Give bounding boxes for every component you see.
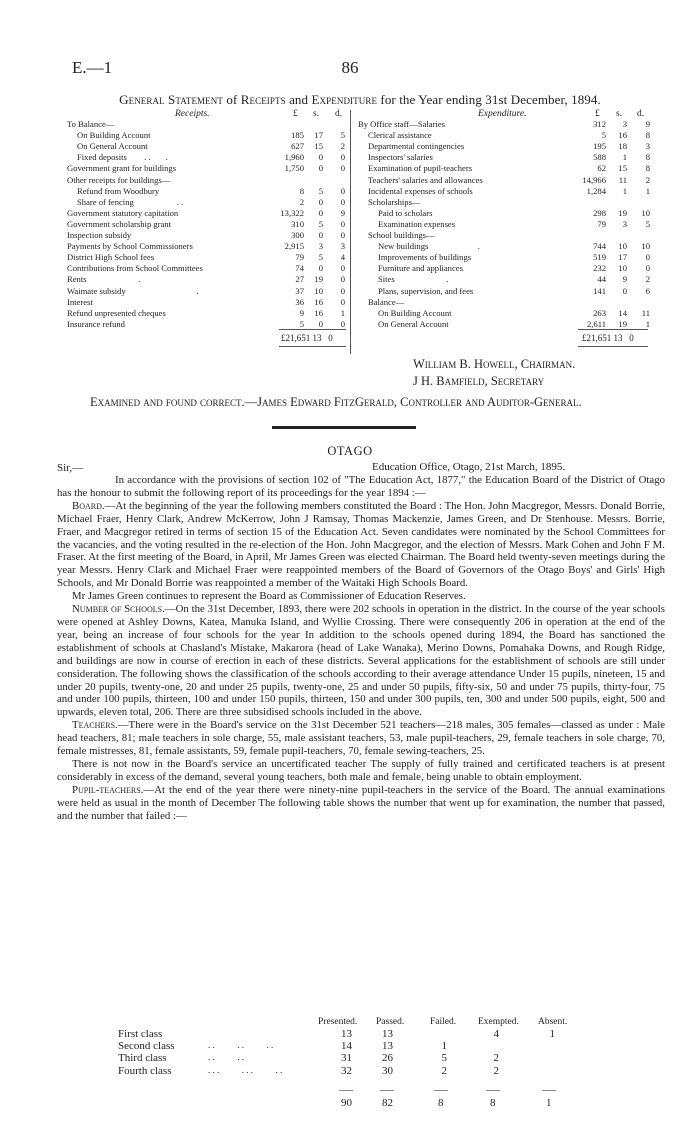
receipt-row-amount-s: 16 — [314, 307, 323, 318]
exam-row-label: Fourth class — [118, 1064, 172, 1077]
expenditure-row-amount-d: 9 — [645, 119, 650, 129]
expenditure-row-amount-l: 62 — [597, 163, 606, 174]
receipt-row-label: On General Account — [77, 141, 148, 152]
receipt-row-amount-s: 0 — [318, 263, 323, 274]
receipt-row-label: Government grant for buildings — [67, 163, 177, 174]
expenditure-row-amount-l: 519 — [593, 252, 606, 263]
receipt-row-amount-d: 0 — [340, 196, 345, 207]
pupil-teachers-heading: Pupil-teachers. — [72, 783, 144, 796]
teachers-paragraph: Teachers.—There were in the Board's service on the 31st December 521 teachers—218 males, 305 females—classed as under : Male head teachers, 81; male teachers in sole charge, 55, male assistant teachers, 53, male pupil-teachers, 29, female teachers in sole charge, 70, female mistresses, 81, female assistants, 59, female pupil-teachers, 70, female sewing-teachers, 25. — [57, 719, 665, 758]
receipt-row-label: Interest — [67, 296, 93, 307]
expenditure-row-amount-d: 0 — [645, 252, 650, 263]
expenditure-row-amount-d: 8 — [645, 152, 650, 163]
chairman-signature: William B. Howell, Chairman. — [413, 357, 576, 371]
receipt-row-label: Refund unpresented cheques — [67, 307, 166, 318]
page-number: 86 — [341, 58, 359, 77]
receipt-row-amount-s: 10 — [314, 285, 323, 296]
receipt-row-label: Government scholarship grant — [67, 218, 172, 229]
expenditure-row-amount-s: 1 — [622, 185, 627, 196]
receipt-row-amount-d: 5 — [340, 130, 345, 141]
total-absent: 1 — [546, 1097, 552, 1109]
expenditure-row-amount-d: 0 — [645, 263, 650, 274]
receipts-total-rule — [279, 329, 346, 330]
exam-cell-e: 2 — [493, 1052, 499, 1065]
receipt-row-amount-l: 2,915 — [284, 241, 304, 252]
expenditure-row-amount-s: 3 — [622, 218, 627, 229]
exam-row-label: Third class — [118, 1052, 167, 1065]
expenditure-double-rule — [578, 346, 648, 347]
expenditure-row-label: Examination expenses — [378, 218, 456, 229]
expenditure-row-label: Clerical assistance — [368, 130, 432, 141]
exam-cell-ps: 13 — [382, 1028, 393, 1040]
expenditure-row-amount-l: 1,284 — [586, 185, 606, 196]
receipt-row-label: Payments by School Commissioners — [67, 241, 193, 252]
receipt-row-amount-d: 0 — [340, 218, 345, 229]
receipt-row-amount-d: 0 — [340, 230, 345, 240]
expenditure-row-amount-s: 10 — [618, 241, 627, 252]
expenditure-row-amount-s: 3 — [622, 119, 627, 129]
total-presented: 90 — [341, 1097, 352, 1109]
receipts-col-pence: d. — [335, 109, 343, 119]
expenditure-row-amount-d: 8 — [645, 130, 650, 141]
expenditure-row-label: Departmental contingencies — [368, 141, 465, 152]
receipt-row-label: Refund from Woodbury — [77, 185, 160, 196]
receipt-row-label: Other receipts for buildings— — [67, 174, 171, 185]
exam-cell-p: 13 — [341, 1028, 352, 1040]
exam-sum-rule — [380, 1090, 394, 1091]
auditor-certification: Examined and found correct.—James Edward FitzGerald, Controller and Auditor-General. — [90, 395, 582, 409]
receipt-row-label: Waimate subsidy . — [67, 285, 199, 296]
receipt-row-amount-d: 0 — [340, 152, 345, 163]
expenditure-row-amount-s: 19 — [618, 207, 627, 218]
receipt-row-amount-s: 17 — [314, 130, 323, 141]
exam-row-label: Second class — [118, 1040, 175, 1053]
receipt-row-amount-d: 0 — [340, 263, 345, 274]
salutation: Sir,— — [57, 462, 84, 474]
total-failed: 8 — [438, 1097, 444, 1109]
receipt-row-amount-l: 79 — [295, 252, 304, 263]
expenditure-row-amount-d: 5 — [645, 218, 650, 229]
receipt-row-amount-l: 1,960 — [284, 152, 304, 163]
expenditure-row-label: Teachers' salaries and allowances — [368, 174, 483, 185]
exam-cell-e: 2 — [493, 1064, 499, 1077]
receipts-double-rule — [279, 346, 346, 347]
receipt-row-amount-s: 0 — [318, 152, 323, 163]
receipt-row-amount-l: 2 — [299, 196, 304, 207]
receipt-row-amount-l: 1,750 — [284, 163, 304, 174]
receipts-total: £21,651 13 0 — [281, 333, 333, 343]
receipt-row-label: To Balance— — [67, 119, 115, 129]
receipt-row-amount-d: 0 — [340, 296, 345, 307]
expenditure-row-label: Improvements of buildings — [378, 252, 472, 263]
expenditure-row-amount-s: 10 — [618, 263, 627, 274]
expenditure-row-label: Balance— — [368, 296, 405, 307]
expenditure-row-label: On General Account — [378, 318, 449, 329]
expenditure-row-label: School buildings— — [368, 230, 435, 240]
teachers-heading: Teachers. — [72, 719, 118, 732]
page-reference: E.—1 — [72, 58, 113, 77]
receipt-row-amount-l: 5 — [299, 318, 304, 329]
receipt-row-amount-l: 13,322 — [280, 207, 304, 218]
receipt-row-amount-l: 9 — [299, 307, 304, 318]
expenditure-row-label: Scholarships— — [368, 196, 421, 207]
expenditure-row-amount-l: 44 — [597, 274, 606, 285]
pupil-teachers-paragraph: Pupil-teachers.—At the end of the year there were ninety-nine pupil-teachers in the service of the Board. The annual examinations were held as usual in the month of December The following table shows the number that went up for examination, the number that passed, and the number that failed :— — [57, 783, 665, 822]
expenditure-row-amount-d: 11 — [641, 307, 650, 318]
expenditure-row-label: Inspectors' salaries — [368, 152, 433, 163]
exam-row-label: First class — [118, 1028, 163, 1040]
expenditure-row-amount-d: 1 — [645, 185, 650, 196]
expenditure-row-amount-s: 0 — [622, 285, 627, 296]
expenditure-row-amount-s: 15 — [618, 163, 627, 174]
exam-row-leader: . . . . . . . . — [208, 1064, 283, 1075]
receipt-row-amount-l: 37 — [295, 285, 304, 296]
expenditure-row-amount-s: 11 — [618, 174, 627, 185]
expenditure-row-amount-l: 312 — [593, 119, 606, 129]
dateline: Education Office, Otago, 21st March, 1895. — [372, 461, 566, 473]
receipt-row-amount-d: 2 — [340, 141, 345, 152]
intro-paragraph: In accordance with the provisions of section 102 of "The Education Act, 1877," the Education Board of the District of Otago has the honour to submit the following report of its proceedings for the year 1894 :— — [57, 474, 665, 499]
col-exempted: Exempted. — [478, 1017, 519, 1027]
total-exempted: 8 — [490, 1097, 496, 1109]
receipt-row-amount-s: 0 — [318, 318, 323, 329]
expenditure-row-amount-d: 6 — [645, 285, 650, 296]
expenditure-row-label: Sites . — [378, 274, 449, 285]
receipt-row-amount-l: 36 — [295, 296, 304, 307]
receipt-row-amount-s: 16 — [314, 296, 323, 307]
receipt-row-amount-d: 0 — [340, 318, 345, 329]
receipt-row-amount-l: 185 — [291, 130, 304, 141]
column-divider — [350, 110, 351, 354]
expenditure-row-label: Furniture and appliances — [378, 263, 463, 274]
receipt-row-amount-d: 1 — [340, 307, 345, 318]
expenditure-row-amount-s: 16 — [618, 130, 627, 141]
otago-heading: OTAGO — [327, 444, 373, 458]
commissioner-paragraph: Mr James Green continues to represent the Board as Commissioner of Education Reserves. — [72, 590, 466, 603]
col-presented: Presented. — [318, 1017, 358, 1027]
exam-sum-rule — [339, 1090, 353, 1091]
section-divider — [272, 426, 416, 429]
receipt-row-amount-s: 0 — [318, 163, 323, 174]
exam-row-leader: . . . . — [208, 1052, 244, 1063]
expenditure-row-label: Examination of pupil-teachers — [368, 163, 473, 174]
receipt-row-amount-s: 5 — [318, 252, 323, 263]
expenditure-row-amount-s: 14 — [618, 307, 627, 318]
receipt-row-amount-s: 5 — [318, 185, 323, 196]
secretary-signature: J H. Bamfield, Secretary — [413, 374, 545, 388]
receipt-row-amount-s: 15 — [314, 141, 323, 152]
expenditure-row-amount-l: 195 — [593, 141, 606, 152]
receipt-row-label: Inspection subsidy — [67, 230, 132, 240]
receipt-row-amount-s: 0 — [318, 207, 323, 218]
receipt-row-amount-l: 310 — [291, 218, 304, 229]
expenditure-row-amount-l: 263 — [593, 307, 606, 318]
board-heading: Board. — [72, 499, 105, 512]
expenditure-row-label: Paid to scholars — [378, 207, 433, 218]
expenditure-total-rule — [578, 329, 648, 330]
expenditure-row-amount-l: 2,611 — [586, 318, 606, 329]
expenditure-row-amount-l: 141 — [593, 285, 606, 296]
receipt-row-label: On Building Account — [77, 130, 151, 141]
expenditure-row-amount-l: 744 — [593, 241, 606, 252]
expenditure-row-label: Incidental expenses of schools — [368, 185, 473, 196]
exam-cell-ps: 30 — [382, 1064, 393, 1077]
receipt-row-amount-s: 0 — [318, 196, 323, 207]
expenditure-heading: Expenditure. — [478, 109, 527, 119]
expenditure-total: £21,651 13 0 — [582, 333, 634, 343]
exam-cell-f: 5 — [441, 1052, 447, 1065]
receipt-row-amount-s: 0 — [318, 230, 323, 240]
exam-cell-p: 31 — [341, 1052, 352, 1065]
expenditure-row-label: Plans, supervision, and fees — [378, 285, 474, 296]
expenditure-row-label: New buildings . — [378, 241, 480, 252]
receipt-row-amount-s: 3 — [318, 241, 323, 252]
expenditure-row-amount-d: 10 — [641, 241, 650, 252]
expenditure-row-amount-l: 232 — [593, 263, 606, 274]
expenditure-row-amount-s: 9 — [622, 274, 627, 285]
receipt-row-label: Government statutory capitation — [67, 207, 179, 218]
receipt-row-label: Share of fencing . . — [77, 196, 184, 207]
receipts-heading: Receipts. — [175, 109, 210, 119]
expenditure-col-shilling: s. — [616, 109, 623, 119]
expenditure-row-amount-l: 79 — [597, 218, 606, 229]
receipt-row-amount-d: 3 — [340, 241, 345, 252]
receipt-row-amount-s: 19 — [314, 274, 323, 285]
expenditure-row-amount-s: 1 — [622, 152, 627, 163]
receipts-col-pound: £ — [293, 109, 298, 119]
statement-title: General Statement of Receipts and Expenditure for the Year ending 31st December, 1894. — [119, 92, 601, 107]
receipts-col-shilling: s. — [313, 109, 320, 119]
expenditure-row-amount-d: 3 — [645, 141, 650, 152]
total-passed: 82 — [382, 1097, 393, 1109]
schools-paragraph: Number of Schools.—On the 31st December, 1893, there were 202 schools in operation in the district. In the course of the year schools were opened at Ashley Downs, Katea, Manuka Island, and Wyllie Crossing. There were consequently 206 in operation at the end of the year, being an increase of four schools for the year In addition to the schools opened during 1894, the Board has sanctioned the establishment of schools at Chasland's Mistake, Makarora (head of Lake Wanaka), Merino Downs, Pomahaka Downs, and Rough Ridge, and buildings are now in course of erection in each of these districts. Several applications for the establishment of schools are still under consideration. The following shows the classification of the schools according to their average attendance Under 15 pupils, nineteen, 15 and under 20 pupils, twenty-one, 20 and under 25 pupils, twenty-one, 25 and under 50 pupils, fifty-six, 50 and under 75 pupils, thirty-four, 75 and under 100 pupils, thirteen, 100 and under 150 pupils, thirteen, 150 and under 300 pupils, ten, 300 and under 500 pupils, eight, 500 and upwards, eleven total, 206. There are three subsidised schools included in the above. — [57, 603, 665, 719]
exam-cell-ps: 26 — [382, 1052, 393, 1065]
receipt-row-amount-l: 8 — [299, 185, 304, 196]
receipt-row-amount-d: 4 — [340, 252, 345, 263]
col-passed: Passed. — [376, 1017, 405, 1027]
expenditure-row-amount-l: 14,966 — [582, 174, 606, 185]
expenditure-row-amount-s: 18 — [618, 141, 627, 152]
expenditure-row-amount-d: 8 — [645, 163, 650, 174]
receipt-row-amount-d: 0 — [340, 185, 345, 196]
receipt-row-amount-d: 9 — [340, 207, 345, 218]
expenditure-row-amount-s: 19 — [618, 318, 627, 329]
exam-sum-rule — [542, 1090, 556, 1091]
receipt-row-label: Insurance refund — [67, 318, 125, 329]
expenditure-row-label: On Building Account — [378, 307, 452, 318]
exam-cell-f: 1 — [441, 1040, 447, 1053]
receipt-row-label: Rents . — [67, 274, 141, 285]
receipt-row-amount-d: 0 — [340, 163, 345, 174]
exam-cell-e: 4 — [493, 1028, 499, 1040]
expenditure-row-amount-l: 588 — [593, 152, 606, 163]
col-absent: Absent. — [538, 1017, 568, 1027]
col-failed: Failed. — [430, 1017, 457, 1027]
expenditure-col-pence: d. — [637, 109, 645, 119]
exam-sum-rule — [434, 1090, 448, 1091]
receipt-row-amount-l: 74 — [295, 263, 304, 274]
receipt-row-amount-d: 0 — [340, 285, 345, 296]
receipt-row-amount-l: 627 — [291, 141, 304, 152]
exam-sum-rule — [486, 1090, 500, 1091]
receipt-row-amount-s: 5 — [318, 218, 323, 229]
accounts-table — [0, 0, 700, 360]
expenditure-row-amount-d: 1 — [645, 318, 650, 329]
exam-cell-ps: 13 — [382, 1040, 393, 1053]
expenditure-row-label: By Office staff—Salaries — [358, 119, 446, 129]
schools-heading: Number of Schools. — [72, 603, 165, 616]
exam-cell-f: 2 — [441, 1064, 447, 1077]
uncertificated-paragraph: There is not now in the Board's service an uncertificated teacher The supply of fully trained and certificated teachers is at present considerably in excess of the demand, several young teachers, both male and female, being unable to obtain employment. — [57, 757, 665, 783]
receipt-row-label: District High School fees — [67, 252, 155, 263]
expenditure-row-amount-l: 5 — [601, 130, 606, 141]
exam-row-leader: . . . . . . — [208, 1040, 274, 1051]
receipt-row-amount-l: 300 — [291, 230, 304, 240]
expenditure-row-amount-d: 2 — [645, 174, 650, 185]
exam-cell-p: 14 — [341, 1040, 352, 1053]
expenditure-col-pound: £ — [595, 109, 600, 119]
report-body — [57, 474, 665, 822]
expenditure-row-amount-d: 2 — [645, 274, 650, 285]
expenditure-row-amount-s: 17 — [618, 252, 627, 263]
receipt-row-amount-l: 27 — [295, 274, 304, 285]
exam-cell-p: 32 — [341, 1064, 352, 1077]
board-paragraph: Board.—At the beginning of the year the following members constituted the Board : The Hon. John Macgregor, Messrs. Donald Borrie, Michael Fraer, Henry Clark, Andrew McKerrow, John J Ramsay, Thomas Mackenzie, James Green, and Dr Stenhouse. Messrs. Borrie, Fraer, and Macgregor retired in terms of section 15 of the Education Act. Seven candidates were nominated by the School Committees for the vacancies, and the voting resulted in the re-election of the Hon. John Macgregor, and the election of Messrs. Mark Cohen and John F M. Fraser. At the first meeting of the Board, in April, Mr James Green was elected Chairman. The Board held twenty-seven meetings during the year Messrs. Henry Clark and Michael Fraer were reappointed members of the Board of Governors of the Otago Boys' and Girls' High Schools, and Mr Donald Borrie was reappointed a member of the Waitaki High Schools Board. — [57, 499, 665, 590]
expenditure-row-amount-d: 10 — [641, 207, 650, 218]
expenditure-row-amount-l: 298 — [593, 207, 606, 218]
receipt-row-label: Fixed deposits . . . — [77, 152, 168, 163]
exam-cell-a: 1 — [549, 1028, 555, 1040]
receipt-row-amount-d: 0 — [340, 274, 345, 285]
receipt-row-label: Contributions from School Committees — [67, 263, 203, 274]
